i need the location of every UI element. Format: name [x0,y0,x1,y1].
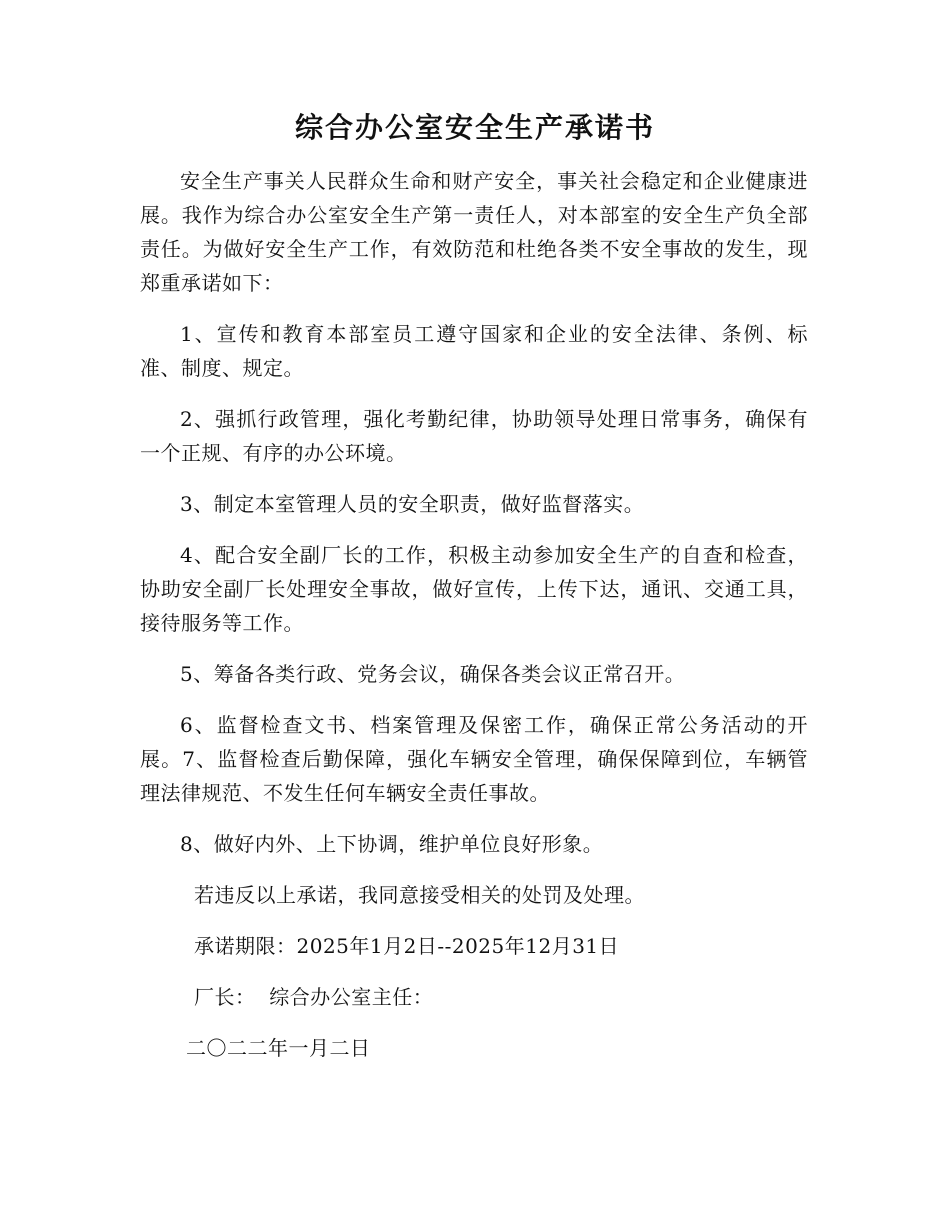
commitment-item-2: 2、强抓行政管理，强化考勤纪律，协助领导处理日常事务，确保有一个正规、有序的办公环境。 [140,407,808,465]
document-body [140,164,808,1065]
violation-statement: 若违反以上承诺，我同意接受相关的处罚及处理。 [194,883,645,907]
commitment-item-8: 8、做好内外、上下协调，维护单位良好形象。 [180,832,604,856]
signature-line: 厂长： 综合办公室主任： [194,985,434,1009]
commitment-period: 承诺期限：2025年1月2日--2025年12月31日 [194,934,620,958]
commitment-item-3: 3、制定本室管理人员的安全职责，做好监督落实。 [180,492,645,516]
document-title: 综合办公室安全生产承诺书 [294,111,655,144]
intro-paragraph: 安全生产事关人民群众生命和财产安全，事关社会稳定和企业健康进展。我作为综合办公室安全生产第一责任人，对本部室的安全生产负全部责任。为做好安全生产工作，有效防范和杜绝各类不安全事故的发生，现郑重承诺如下： [140,169,808,295]
commitment-item-5: 5、筹备各类行政、党务会议，确保各类会议正常召开。 [180,662,686,686]
document-date: 二〇二二年一月二日 [186,1036,371,1060]
commitment-item-4: 4、配合安全副厂长的工作，积极主动参加安全生产的自查和检查，协助安全副厂长处理安全事故，做好宣传，上传下达，通讯、交通工具，接待服务等工作。 [140,543,808,635]
commitment-item-6-7: 6、监督检查文书、档案管理及保密工作，确保正常公务活动的开展。7、监督检查后勤保障，强化车辆安全管理，确保保障到位，车辆管理法律规范、不发生任何车辆安全责任事故。 [140,713,808,805]
commitment-item-1: 1、宣传和教育本部室员工遵守国家和企业的安全法律、条例、标准、制度、规定。 [140,322,808,380]
